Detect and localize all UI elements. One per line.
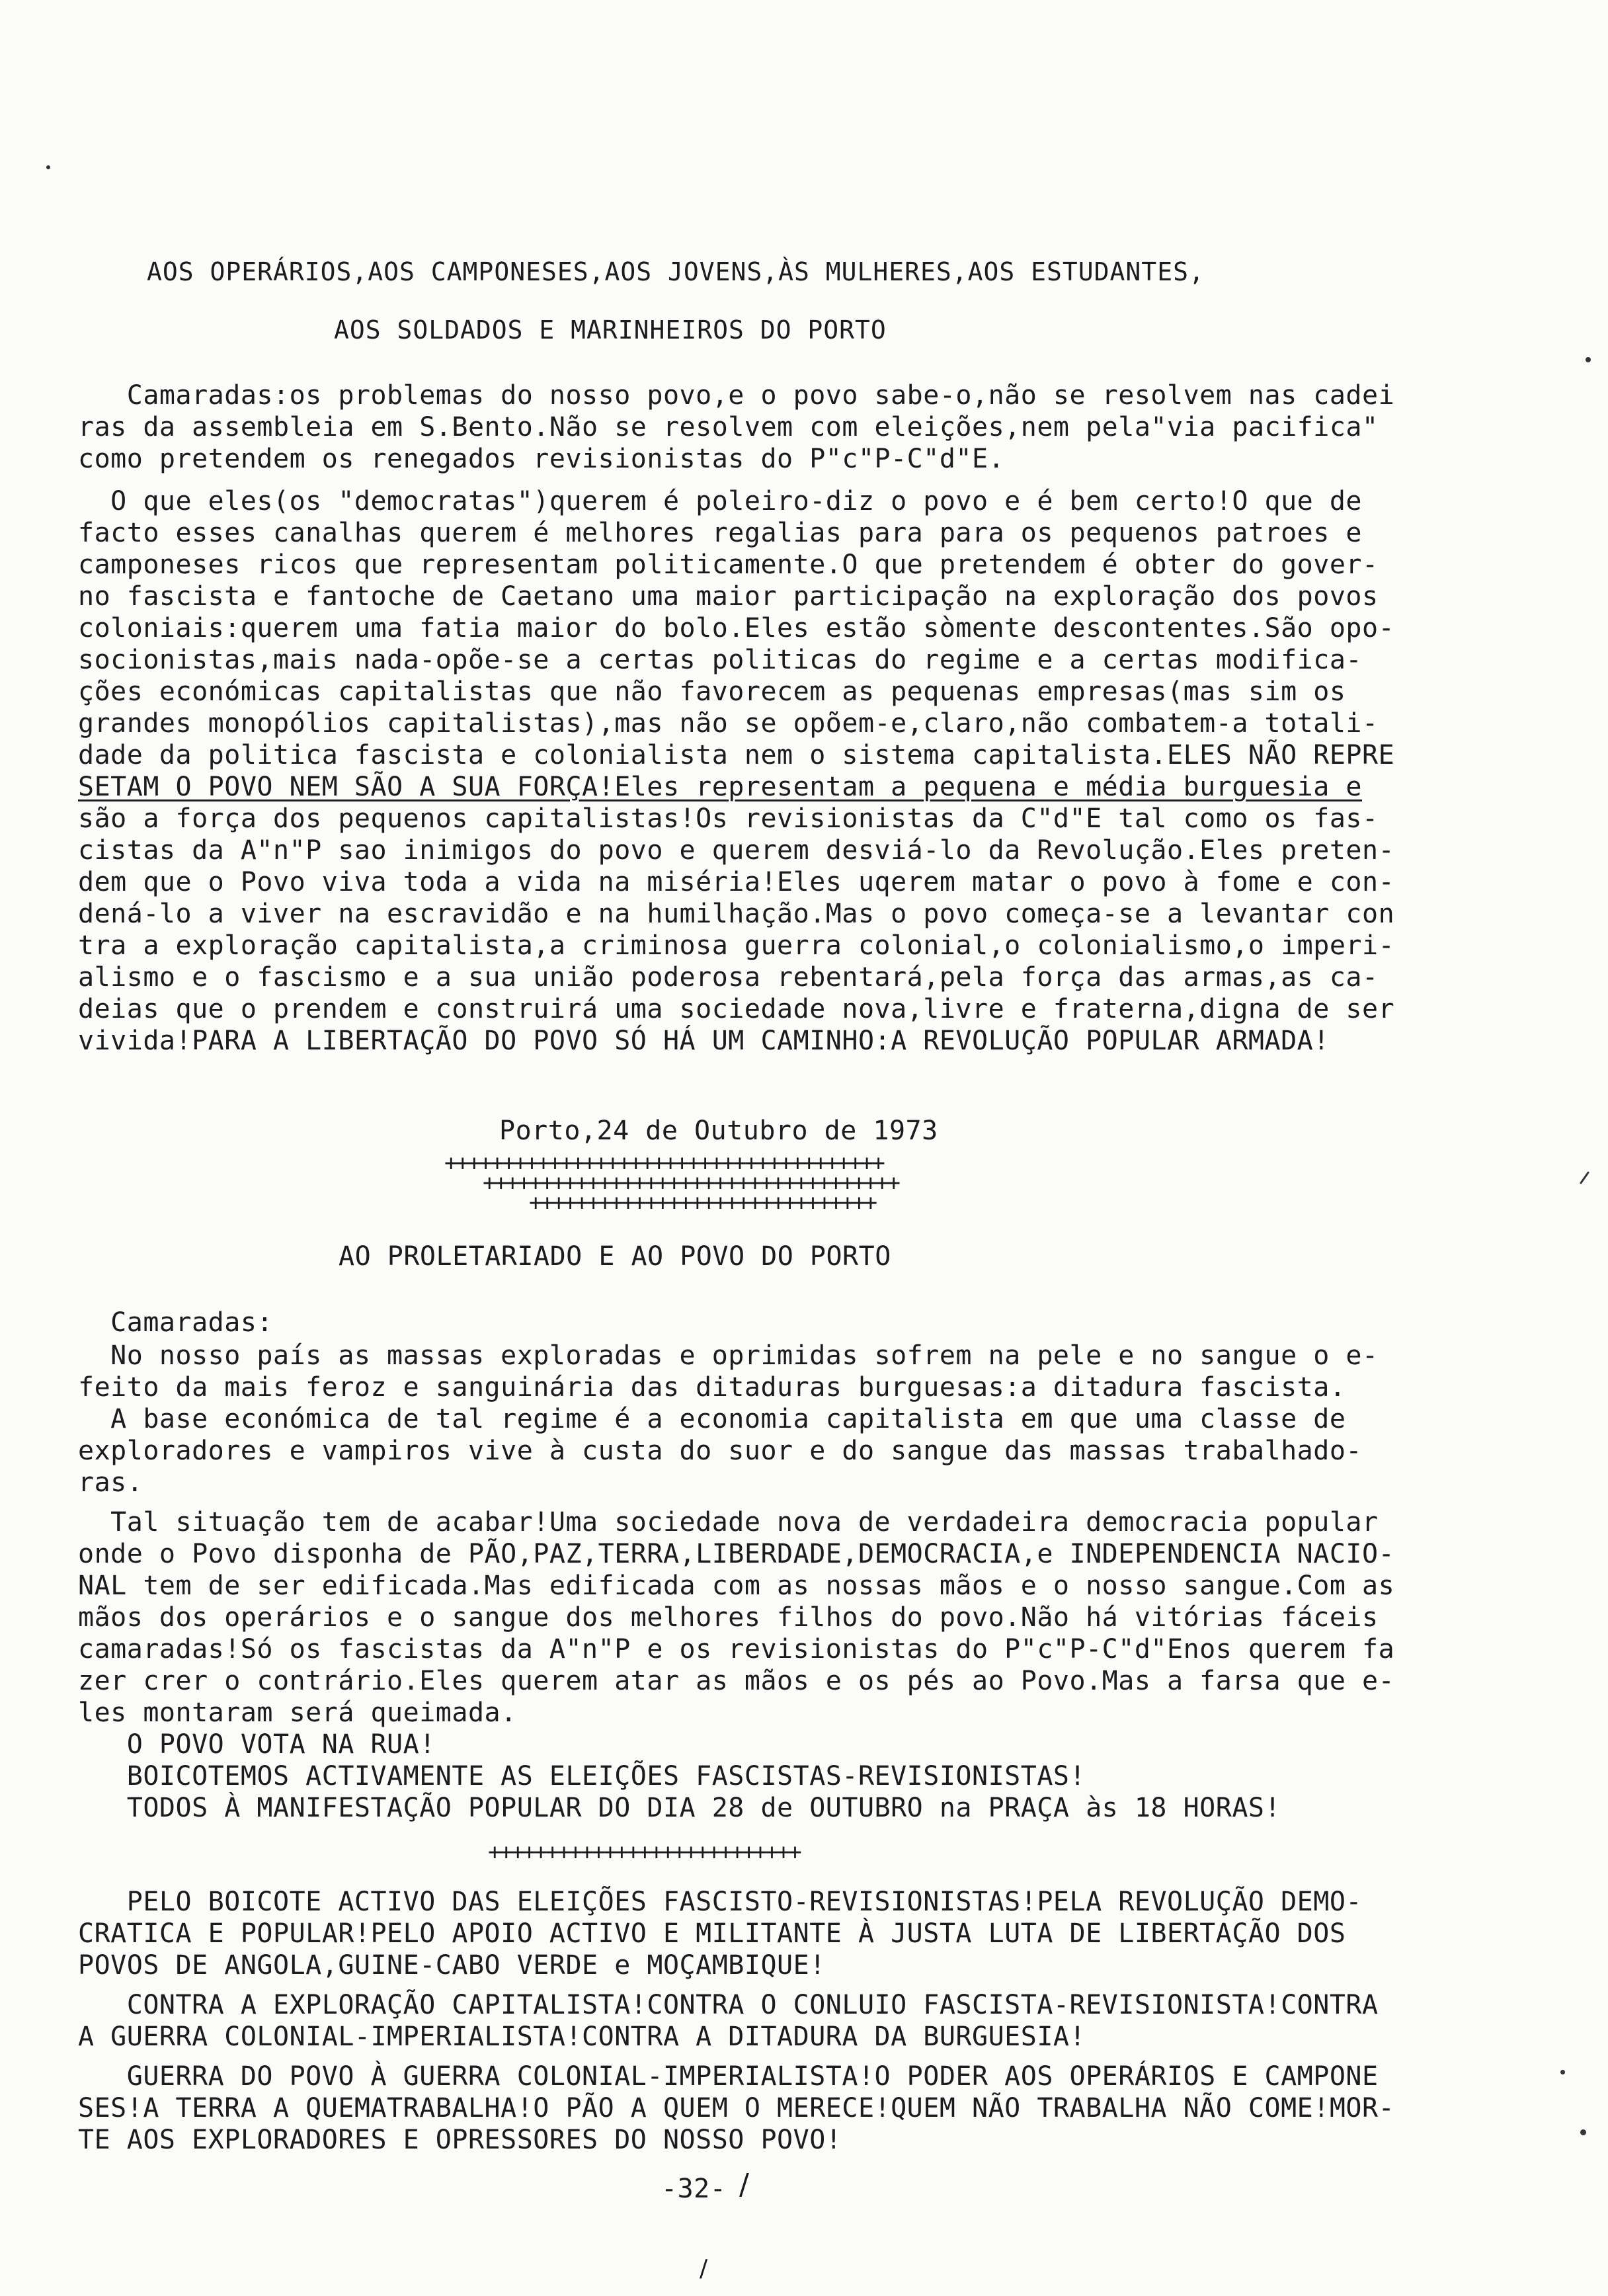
body-line: coloniais:querem uma fatia maior do bolo.Eles estão sòmente descontentes.São opo- (78, 613, 1395, 643)
body-line: ções económicas capitalistas que não favorecem as pequenas empresas(mas sim os (78, 676, 1346, 707)
paper-speck (1586, 357, 1591, 362)
body-line: cistas da A"n"P sao inimigos do povo e querem desviá-lo da Revolução.Eles preten- (78, 835, 1395, 866)
slogan-line: CRATICA E POPULAR!PELO APOIO ACTIVO E MILITANTE À JUSTA LUTA DE LIBERTAÇÃO DOS (78, 1918, 1346, 1949)
body-line: No nosso país as massas exploradas e oprimidas sofrem na pele e no sangue o e- (78, 1340, 1379, 1371)
body-line: facto esses canalhas querem é melhores regalias para para os pequenos patroes e (78, 518, 1362, 548)
page-number: -32- (661, 2174, 727, 2204)
slogan-line: GUERRA DO POVO À GUERRA COLONIAL-IMPERIALISTA!O PODER AOS OPERÁRIOS E CAMPONE (78, 2061, 1379, 2092)
slogan-line: CONTRA A EXPLORAÇÃO CAPITALISTA!CONTRA O CONLUIO FASCISTA-REVISIONISTA!CONTRA (78, 1990, 1379, 2020)
body-line: ras. (78, 1467, 143, 1498)
paper-speck (1580, 2129, 1586, 2135)
body-line: deias que o prendem e construirá uma sociedade nova,livre e fraterna,digna de ser (78, 994, 1395, 1024)
body-line: onde o Povo disponha de PÃO,PAZ,TERRA,LIBERDADE,DEMOCRACIA,e INDEPENDENCIA NACIO- (78, 1539, 1395, 1569)
body-line: mãos dos operários e o sangue dos melhores filhos do povo.Não há vitórias fáceis (78, 1602, 1379, 1633)
ornament-row: +++++++++++++++++++++++++++ (488, 1839, 800, 1866)
body-line: NAL tem de ser edificada.Mas edificada com as nossas mãos e o nosso sangue.Com as (78, 1571, 1395, 1601)
body-line: O POVO VOTA NA RUA! (78, 1729, 436, 1760)
slogan-line: A GUERRA COLONIAL-IMPERIALISTA!CONTRA A DITADURA DA BURGUESIA! (78, 2022, 1086, 2052)
body-line: exploradores e vampiros vive à custa do suor e do sangue das massas trabalhado- (78, 1436, 1362, 1466)
paper-speck (1580, 1171, 1589, 1184)
body-line: dem que o Povo viva toda a vida na miséria!Eles uqerem matar o povo à fome e con- (78, 867, 1395, 897)
body-line: socionistas,mais nada-opõe-se a certas politicas do regime e a certas modifica- (78, 645, 1362, 675)
body-line: BOICOTEMOS ACTIVAMENTE AS ELEIÇÕES FASCISTAS-REVISIONISTAS! (78, 1761, 1086, 1791)
body-line: camaradas!Só os fascistas da A"n"P e os revisionistas do P"c"P-C"d"Enos querem fa (78, 1634, 1395, 1664)
paper-speck (1560, 2070, 1565, 2074)
body-line: A base económica de tal regime é a economia capitalista em que uma classe de (78, 1404, 1346, 1434)
slogan-line: PELO BOICOTE ACTIVO DAS ELEIÇÕES FASCISTO-REVISIONISTAS!PELA REVOLUÇÃO DEMO- (78, 1887, 1362, 1917)
body-line: camponeses ricos que representam politicamente.O que pretendem é obter do gover- (78, 550, 1379, 580)
body-line: TODOS À MANIFESTAÇÃO POPULAR DO DIA 28 de OUTUBRO na PRAÇA às 18 HORAS! (78, 1793, 1281, 1823)
body-line: zer crer o contrário.Eles querem atar as mãos e os pés ao Povo.Mas a farsa que e- (78, 1666, 1395, 1696)
paper-speck (46, 165, 50, 169)
heading-1-line-1: AOS OPERÁRIOS,AOS CAMPONESES,AOS JOVENS,ÀS MULHERES,AOS ESTUDANTES, (147, 257, 1205, 286)
body-line: são a força dos pequenos capitalistas!Os revisionistas da C"d"E tal como os fas- (78, 803, 1379, 834)
body-line: vivida!PARA A LIBERTAÇÃO DO POVO SÓ HÁ UM CAMINHO:A REVOLUÇÃO POPULAR ARMADA! (78, 1026, 1330, 1056)
heading-1-line-2: AOS SOLDADOS E MARINHEIROS DO PORTO (334, 315, 887, 345)
slogan-line: POVOS DE ANGOLA,GUINE-CABO VERDE e MOÇAMBIQUE! (78, 1950, 826, 1981)
body-line: alismo e o fascismo e a sua união poderosa rebentará,pela força das armas,as ca- (78, 962, 1379, 993)
dateline: Porto,24 de Outubro de 1973 (499, 1116, 938, 1146)
body-line: les montaram será queimada. (78, 1698, 517, 1728)
body-line: dade da politica fascista e colonialista nem o sistema capitalista.ELES NÃO REPRE (78, 740, 1395, 770)
slogan-line: SES!A TERRA A QUEMATRABALHA!O PÃO A QUEM O MERECE!QUEM NÃO TRABALHA NÃO COME!MOR- (78, 2093, 1395, 2123)
body-line-underlined: SETAM O POVO NEM SÃO A SUA FORÇA!Eles representam a pequena e média burguesia e (78, 772, 1362, 802)
body-line: dená-lo a viver na escravidão e na humilhação.Mas o povo começa-se a levantar con (78, 899, 1395, 929)
body-line: como pretendem os renegados revisionistas do P"c"P-C"d"E. (78, 444, 1005, 474)
body-line: no fascista e fantoche de Caetano uma maior participação na exploração dos povos (78, 581, 1379, 612)
pen-stroke-mark: / (700, 2255, 708, 2282)
body-line: Camaradas: (78, 1307, 273, 1338)
body-line: tra a exploração capitalista,a criminosa guerra colonial,o colonialismo,o imperi- (78, 930, 1395, 961)
ornament-row: ++++++++++++++++++++++++++++++++++++++ (444, 1150, 883, 1176)
body-line: ras da assembleia em S.Bento.Não se resolvem com eleições,nem pela"via pacifica" (78, 412, 1379, 442)
ornament-row: ++++++++++++++++++++++++++++++ (529, 1190, 876, 1216)
ornament-row: ++++++++++++++++++++++++++++++++++++ (483, 1170, 899, 1196)
slogan-line: TE AOS EXPLORADORES E OPRESSORES DO NOSSO POVO! (78, 2125, 842, 2155)
body-line: O que eles(os "democratas")querem é poleiro-diz o povo e é bem certo!O que de (78, 486, 1362, 516)
body-line: grandes monopólios capitalistas),mas não se opõem-e,claro,não combatem-a totali- (78, 708, 1379, 739)
heading-2: AO PROLETARIADO E AO POVO DO PORTO (339, 1241, 891, 1272)
body-line: feito da mais feroz e sanguinária das ditaduras burguesas:a ditadura fascista. (78, 1372, 1346, 1403)
pen-stroke-mark: / (739, 2168, 749, 2201)
body-line: Camaradas:os problemas do nosso povo,e o povo sabe-o,não se resolvem nas cadei (78, 380, 1395, 411)
body-line: Tal situação tem de acabar!Uma sociedade nova de verdadeira democracia popular (78, 1507, 1379, 1538)
